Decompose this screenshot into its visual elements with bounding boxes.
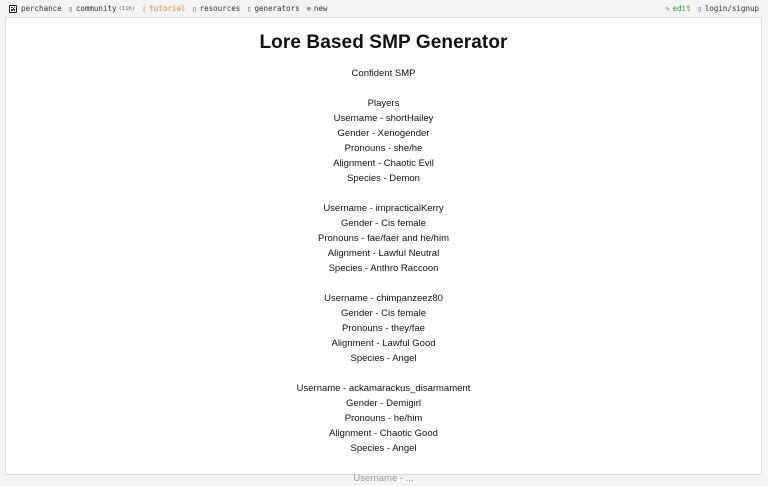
plus-circle-icon: ⊕ bbox=[306, 4, 311, 13]
player-species: Species - Angel bbox=[350, 443, 417, 454]
nav-new[interactable]: ⊕ new bbox=[306, 4, 328, 13]
player-username: Username - shortHailey bbox=[333, 113, 434, 124]
generator-output-panel bbox=[5, 17, 762, 484]
player-entry bbox=[6, 111, 761, 186]
nav-login-signup[interactable]: ▯ login/signup bbox=[697, 4, 759, 13]
player-species: Species - Anthro Raccoon bbox=[328, 263, 439, 274]
user-icon: ▯ bbox=[697, 4, 702, 13]
player-gender: Gender - Demigirl bbox=[346, 398, 421, 409]
player-username: Username - impracticalKerry bbox=[323, 203, 444, 214]
dice-icon bbox=[9, 5, 17, 13]
player-entry bbox=[6, 291, 761, 366]
nav-generators[interactable]: ▯ generators bbox=[247, 4, 300, 13]
player-username: Username - chimpanzeez80 bbox=[324, 293, 443, 304]
player-alignment: Alignment - Lawful Neutral bbox=[327, 248, 440, 259]
top-nav-right bbox=[665, 4, 768, 13]
player-species: Species - Demon bbox=[347, 173, 420, 184]
player-pronouns: Pronouns - fae/faer and he/him bbox=[318, 233, 449, 244]
player-alignment: Alignment - Chaotic Good bbox=[329, 428, 438, 439]
book-icon: ▯ bbox=[142, 4, 147, 13]
player-username: Username - ackamarackus_disarmament bbox=[296, 383, 471, 394]
player-username-clipped: Username - ... bbox=[353, 473, 414, 484]
player-pronouns: Pronouns - he/him bbox=[344, 413, 423, 424]
server-name: Confident SMP bbox=[351, 68, 416, 79]
top-nav-bar bbox=[0, 0, 768, 17]
chat-icon: ▯ bbox=[68, 4, 73, 13]
player-pronouns: Pronouns - they/fae bbox=[342, 323, 425, 334]
nav-edit[interactable]: ✎ edit bbox=[665, 4, 691, 13]
player-entry bbox=[6, 381, 761, 456]
pencil-icon: ✎ bbox=[665, 4, 670, 13]
player-pronouns: Pronouns - she/he bbox=[344, 143, 423, 154]
community-count: (11h) bbox=[118, 5, 136, 12]
players-heading: Players bbox=[367, 98, 400, 109]
nav-community[interactable]: ▯ community (11h) bbox=[68, 4, 136, 13]
nav-tutorial[interactable]: ▯ tutorial bbox=[142, 4, 186, 13]
top-nav-left bbox=[0, 4, 334, 13]
player-species: Species - Angel bbox=[350, 353, 417, 364]
player-gender: Gender - Cis female bbox=[340, 218, 426, 229]
player-alignment: Alignment - Lawful Good bbox=[331, 338, 436, 349]
nav-perchance[interactable]: perchance bbox=[9, 4, 62, 13]
player-entry bbox=[6, 201, 761, 276]
generator-output bbox=[6, 66, 761, 486]
page-title: Lore Based SMP Generator bbox=[259, 32, 508, 53]
list-icon: ▯ bbox=[247, 4, 252, 13]
player-gender: Gender - Cis female bbox=[340, 308, 426, 319]
nav-resources[interactable]: ▯ resources bbox=[192, 4, 241, 13]
link-icon: ▯ bbox=[192, 4, 197, 13]
player-alignment: Alignment - Chaotic Evil bbox=[333, 158, 434, 169]
player-gender: Gender - Xenogender bbox=[337, 128, 430, 139]
